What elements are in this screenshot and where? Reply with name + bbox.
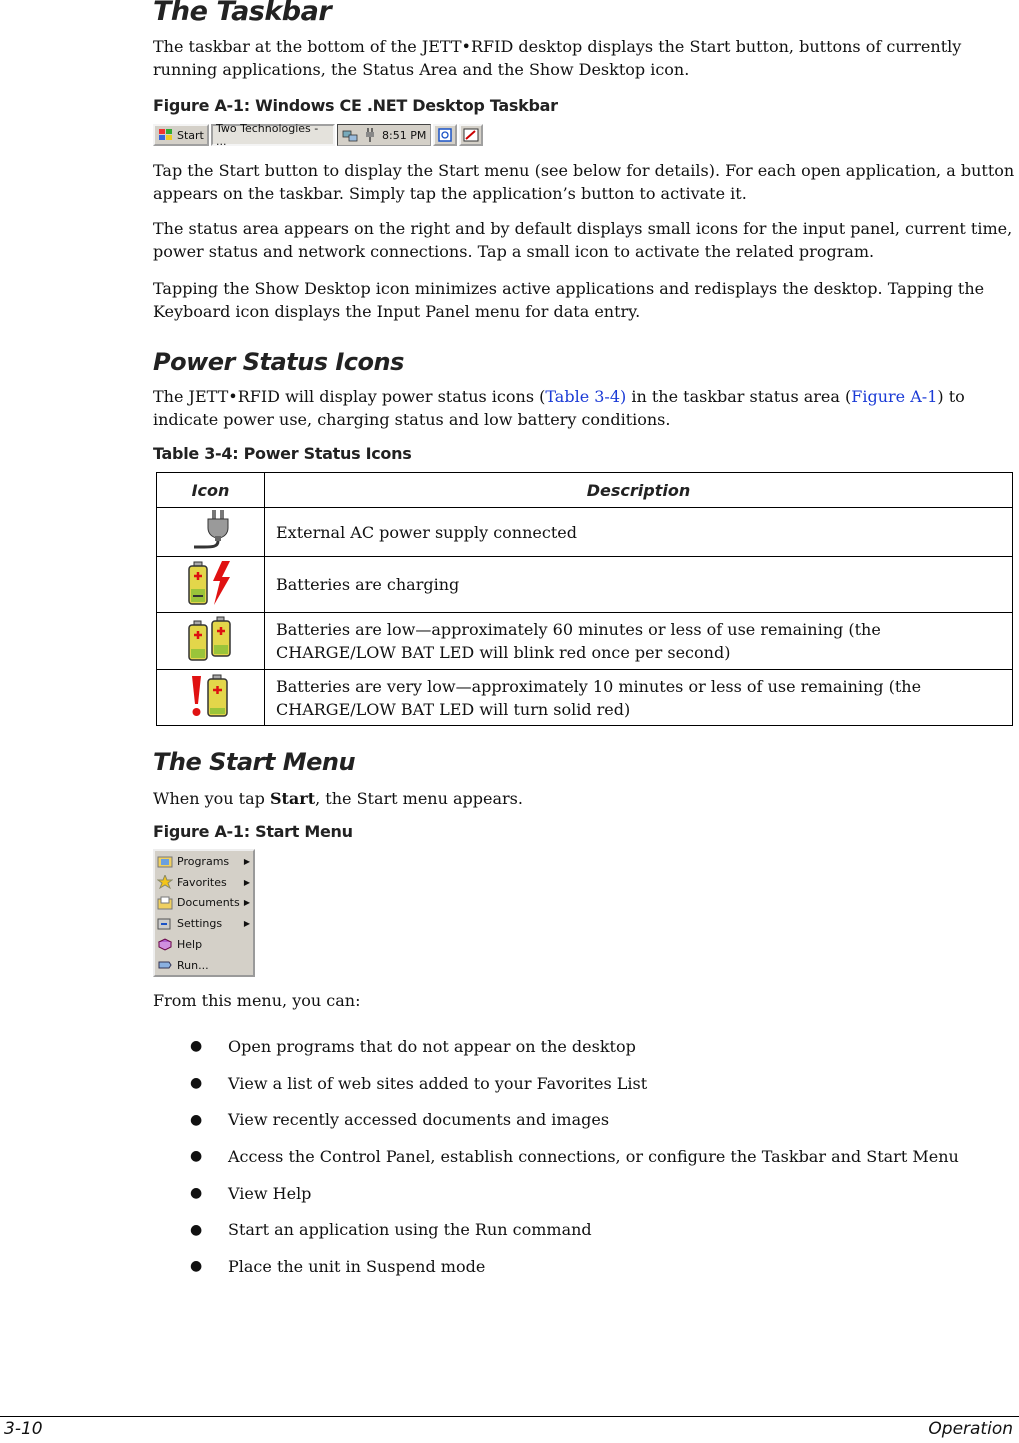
footer-section: Operation bbox=[928, 1419, 1013, 1439]
page-number: 3-10 bbox=[4, 1419, 43, 1439]
run-icon bbox=[157, 958, 173, 972]
power-intro: The JETT•RFID will display power status icons (Table 3-4) in the taskbar status area (Figure A-1) to indicate power use, charging status and low battery conditions. bbox=[153, 387, 965, 429]
list-item: ● Access the Control Panel, establish connections, or configure the Taskbar and Start Menu bbox=[190, 1146, 959, 1166]
table-link[interactable]: Table 3-4) bbox=[545, 387, 627, 406]
taskbar-figure-caption: Figure A-1: Windows CE .NET Desktop Taskbar bbox=[153, 96, 558, 115]
list-item: ● Place the unit in Suspend mode bbox=[190, 1256, 486, 1276]
start-button[interactable] bbox=[153, 124, 209, 146]
power-heading: Power Status Icons bbox=[153, 348, 404, 376]
documents-folder-icon bbox=[157, 896, 173, 910]
settings-icon bbox=[157, 917, 173, 931]
row-description: Batteries are very low—approximately 10 minutes or less of use remaining (the CHARGE/LOW BAT LED will turn solid red) bbox=[265, 670, 1013, 726]
menu-item-run[interactable]: Run... bbox=[155, 955, 253, 976]
battery-very-low-icon bbox=[186, 672, 236, 720]
menu-item-favorites[interactable]: Favorites ▶ bbox=[155, 872, 253, 893]
ac-plug-icon bbox=[189, 509, 233, 551]
footer-rule bbox=[0, 1416, 1019, 1417]
taskbar-para-2: The status area appears on the right and by default displays small icons for the input panel, current time, power status and network connections. Tap a small icon to activate the related program. bbox=[153, 219, 1013, 261]
keyboard-button[interactable] bbox=[459, 124, 483, 146]
table-row bbox=[157, 613, 1013, 670]
list-item: ● View a list of web sites added to your Favorites List bbox=[190, 1073, 648, 1093]
list-item: ● View recently accessed documents and images bbox=[190, 1110, 610, 1130]
app-label: Two Technologies - ... bbox=[216, 122, 319, 148]
network-icon[interactable] bbox=[342, 127, 358, 143]
menu-item-help[interactable]: Help bbox=[155, 934, 253, 955]
menu-item-programs[interactable]: Programs ▶ bbox=[155, 851, 253, 872]
table-row bbox=[157, 670, 1013, 726]
list-item: ● Start an application using the Run command bbox=[190, 1220, 592, 1240]
start-menu-figure bbox=[153, 849, 255, 977]
show-desktop-icon bbox=[437, 127, 453, 143]
battery-low-icon bbox=[186, 615, 236, 663]
list-item: ● View Help bbox=[190, 1183, 312, 1203]
row-description: External AC power supply connected bbox=[265, 508, 1013, 557]
clock[interactable]: 8:51 PM bbox=[382, 128, 427, 142]
power-status-table bbox=[156, 472, 1013, 726]
start-label: Start bbox=[177, 128, 204, 142]
windows-flag-icon bbox=[158, 127, 174, 143]
start-menu-intro: When you tap Start, the Start menu appears. bbox=[153, 789, 523, 808]
figure-link[interactable]: Figure A-1 bbox=[851, 387, 938, 406]
row-description: Batteries are charging bbox=[265, 557, 1013, 613]
favorites-star-icon bbox=[157, 875, 173, 889]
menu-item-documents[interactable]: Documents ▶ bbox=[155, 893, 253, 914]
taskbar-intro: The taskbar at the bottom of the JETT•RFID desktop displays the Start button, buttons of currently running applications, the Status Area and the Show Desktop icon. bbox=[153, 37, 962, 79]
col-icon-header: Icon bbox=[157, 473, 265, 508]
col-description-header: Description bbox=[265, 473, 1013, 508]
input-panel-icon bbox=[463, 127, 479, 143]
start-menu-heading: The Start Menu bbox=[153, 748, 356, 776]
app-button[interactable] bbox=[211, 124, 335, 146]
table-caption: Table 3-4: Power Status Icons bbox=[153, 444, 412, 463]
taskbar-para-3: Tapping the Show Desktop icon minimizes active applications and redisplays the desktop. Tapping the Keyboard icon displays the Input Panel menu for data entry. bbox=[153, 279, 985, 321]
programs-folder-icon bbox=[157, 854, 173, 868]
table-row bbox=[157, 508, 1013, 557]
start-menu-capabilities bbox=[190, 1028, 959, 1285]
battery-charging-icon bbox=[186, 559, 236, 607]
menu-item-settings[interactable]: Settings ▶ bbox=[155, 913, 253, 934]
taskbar-figure bbox=[153, 124, 483, 148]
start-menu-figure-caption: Figure A-1: Start Menu bbox=[153, 822, 353, 841]
help-book-icon bbox=[157, 938, 173, 952]
taskbar-para-1: Tap the Start button to display the Start menu (see below for details). For each open application, a button appears on the taskbar. Simply tap the application’s button to activate it. bbox=[153, 161, 1015, 203]
ac-power-small-icon[interactable] bbox=[362, 127, 378, 143]
list-item: ● Open programs that do not appear on the desktop bbox=[190, 1036, 636, 1056]
show-desktop-button[interactable] bbox=[433, 124, 457, 146]
from-menu-text: From this menu, you can: bbox=[153, 991, 361, 1010]
table-row bbox=[157, 557, 1013, 613]
taskbar-heading: The Taskbar bbox=[153, 0, 332, 27]
status-area bbox=[337, 124, 431, 146]
row-description: Batteries are low—approximately 60 minutes or less of use remaining (the CHARGE/LOW BAT LED will blink red once per second) bbox=[265, 613, 1013, 670]
